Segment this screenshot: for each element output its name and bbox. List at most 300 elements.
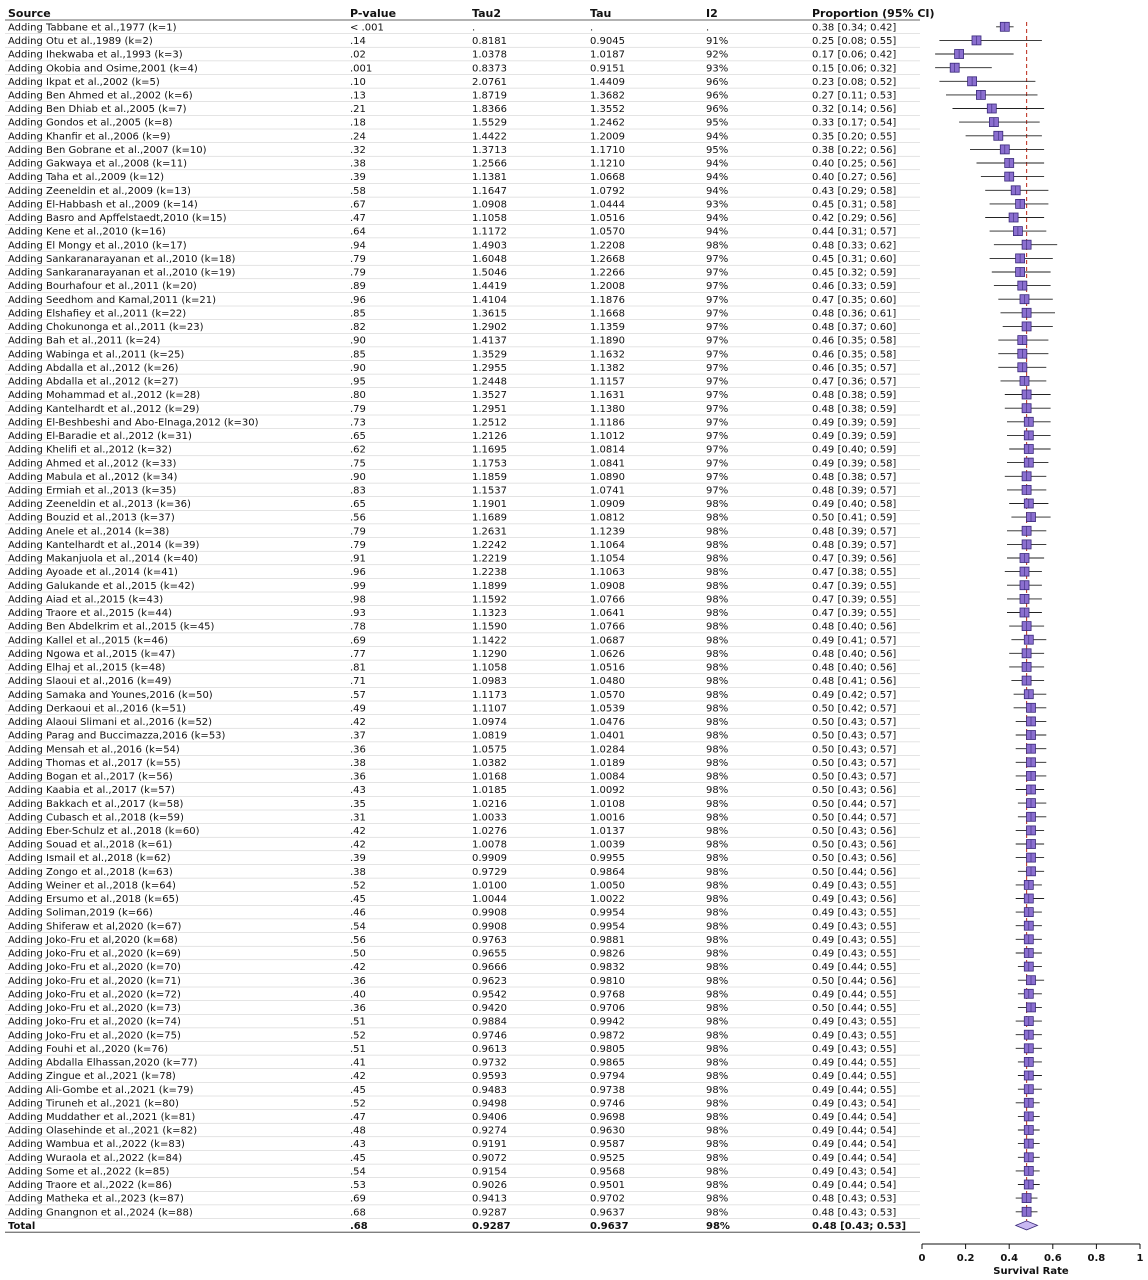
cell-source: Adding Gnangnon et al.,2024 (k=88) [8, 1207, 193, 1219]
table-row [8, 676, 896, 687]
table-row [8, 513, 896, 524]
cell-tau: 0.9746 [590, 1098, 625, 1110]
cell-i2: 98% [706, 826, 729, 837]
cell-p: .77 [350, 648, 366, 660]
cell-tau: 0.9151 [590, 63, 625, 75]
cell-i2: 98% [706, 635, 729, 647]
cell-p: .51 [350, 1016, 366, 1028]
cell-ci: 0.50 [0.44; 0.57] [812, 798, 897, 810]
cell-tau2: 1.2566 [472, 158, 507, 170]
cell-source: Adding Ben Ahmed et al.,2002 (k=6) [8, 90, 193, 102]
cell-i2: 98% [706, 1043, 729, 1055]
cell-tau: 1.1382 [590, 362, 625, 374]
cell-tau: 1.0909 [590, 499, 625, 511]
cell-source: Adding Samaka and Younes,2016 (k=50) [8, 689, 213, 701]
cell-source: Adding Matheka et al.,2023 (k=87) [8, 1193, 184, 1205]
cell-ci: 0.45 [0.31; 0.58] [812, 199, 897, 211]
cell-p: .79 [350, 540, 366, 551]
cell-i2: 97% [706, 322, 729, 334]
cell-ci: 0.27 [0.11; 0.53] [812, 90, 897, 102]
cell-p: .42 [350, 717, 366, 728]
cell-i2: 98% [706, 853, 729, 865]
cell-tau2: 0.9542 [472, 989, 507, 1001]
cell-ci: 0.48 [0.38; 0.59] [812, 403, 897, 415]
cell-tau: 1.1890 [590, 335, 625, 347]
cell-tau2: 1.1901 [472, 499, 507, 511]
cell-source: Adding Joko-Fru et al.,2020 (k=71) [8, 975, 181, 987]
cell-ci: 0.49 [0.44; 0.55] [812, 962, 897, 974]
cell-tau2: 1.2242 [472, 540, 507, 551]
cell-source: Adding Bakkach et al.,2017 (k=58) [8, 798, 184, 810]
cell-i2: 98% [706, 1193, 729, 1205]
cell-source: Adding Bourhafour et al.,2011 (k=20) [8, 281, 197, 293]
cell-tau: 0.9864 [590, 866, 625, 878]
cell-tau2: 0.9763 [472, 934, 507, 946]
cell-source: Adding Seedhom and Kamal,2011 (k=21) [8, 294, 217, 306]
table-row [8, 635, 896, 646]
cell-tau2: 0.9154 [472, 1166, 507, 1178]
cell-tau2: 1.1695 [472, 444, 507, 456]
cell-i2: 98% [706, 921, 729, 933]
cell-ci: 0.49 [0.43; 0.55] [812, 948, 897, 960]
cell-i2: 98% [706, 839, 729, 851]
cell-tau2: 1.3527 [472, 390, 507, 402]
cell-source: Adding Basro and Apffelstaedt,2010 (k=15) [8, 213, 227, 225]
header-p-value: P-value [350, 7, 397, 20]
cell-tau: 1.0766 [590, 594, 625, 606]
cell-tau2: 0.9884 [472, 1016, 507, 1028]
cell-source: Adding Kallel et al.,2015 (k=46) [8, 635, 169, 647]
cell-tau2: 1.1173 [472, 689, 507, 701]
cell-i2: 98% [706, 648, 729, 660]
table-row [8, 390, 896, 401]
cell-p: .18 [350, 117, 366, 129]
table-row [8, 1153, 896, 1164]
cell-i2: 98% [706, 1030, 729, 1042]
cell-p: .95 [350, 376, 366, 388]
cell-p: .79 [350, 267, 366, 279]
cell-i2: 96% [706, 76, 729, 88]
cell-p: .47 [350, 213, 366, 225]
cell-tau: 1.1632 [590, 349, 625, 361]
cell-source: Adding Makanjuola et al.,2014 (k=40) [8, 553, 198, 565]
cell-source: Adding Fouhi et al.,2020 (k=76) [8, 1043, 168, 1055]
cell-tau: 0.9881 [590, 934, 625, 946]
cell-p: .65 [350, 499, 366, 511]
cell-source: Adding Joko-Fru et al.,2020 (k=75) [8, 1030, 181, 1042]
cell-ci: 0.47 [0.39; 0.55] [812, 608, 897, 620]
cell-tau: 1.0022 [590, 894, 625, 906]
table-header-row [8, 7, 935, 20]
cell-source: Adding Joko-Fru et al.,2020 (k=74) [8, 1016, 181, 1028]
cell-i2: 98% [706, 1180, 729, 1192]
cell-ci: 0.32 [0.14; 0.56] [812, 104, 897, 116]
cell-i2: 98% [706, 1084, 729, 1096]
cell-source: Adding Anele et al.,2014 (k=38) [8, 526, 170, 538]
x-tick-label: 0.8 [1087, 1253, 1106, 1264]
cell-p: .57 [350, 689, 366, 701]
cell-source: Adding Alaoui Slimani et al.,2016 (k=52) [8, 717, 213, 728]
cell-p: .79 [350, 526, 366, 538]
cell-source: Adding Zongo et al.,2018 (k=63) [8, 866, 173, 878]
cell-tau: 1.2008 [590, 281, 625, 293]
cell-source: Adding Wuraola et al.,2022 (k=84) [8, 1152, 183, 1164]
cell-tau2: 1.4137 [472, 335, 507, 347]
table-row [8, 1221, 906, 1232]
header-tau2: Tau2 [472, 7, 501, 20]
cell-tau: 1.2462 [590, 117, 625, 129]
cell-tau2: 1.0908 [472, 199, 507, 211]
cell-tau: 1.0687 [590, 635, 625, 647]
cell-ci: 0.25 [0.08; 0.55] [812, 36, 897, 47]
cell-source: Adding Thomas et al.,2017 (k=55) [8, 757, 181, 769]
cell-ci: 0.49 [0.43; 0.55] [812, 921, 897, 933]
cell-i2: 97% [706, 390, 729, 402]
cell-tau2: 0.9483 [472, 1084, 507, 1096]
cell-tau2: 0.9729 [472, 866, 507, 878]
table-row [8, 1058, 896, 1069]
cell-i2: . [706, 22, 710, 34]
cell-tau2: 1.0033 [472, 812, 507, 824]
cell-ci: 0.47 [0.39; 0.55] [812, 594, 897, 606]
cell-p: .41 [350, 1057, 366, 1069]
cell-i2: 97% [706, 349, 729, 361]
cell-i2: 98% [706, 880, 729, 892]
cell-tau2: 1.2448 [472, 376, 507, 388]
cell-tau: 1.0908 [590, 580, 625, 592]
cell-tau: 1.1186 [590, 417, 625, 429]
cell-i2: 98% [706, 1207, 729, 1219]
cell-i2: 98% [706, 1221, 730, 1232]
table-row [8, 213, 896, 224]
cell-ci: 0.48 [0.33; 0.62] [812, 240, 897, 252]
cell-ci: 0.49 [0.44; 0.54] [812, 1112, 897, 1123]
cell-p: .90 [350, 335, 366, 347]
cell-tau: 1.1064 [590, 540, 625, 551]
cell-tau2: 0.9420 [472, 1003, 507, 1014]
cell-tau2: 1.8719 [472, 90, 507, 102]
table-row [8, 581, 896, 592]
cell-tau: 0.9794 [590, 1071, 625, 1083]
cell-p: .38 [350, 757, 366, 769]
cell-ci: 0.50 [0.43; 0.57] [812, 771, 897, 783]
cell-tau2: 1.0185 [472, 785, 507, 797]
cell-ci: 0.46 [0.35; 0.58] [812, 349, 897, 361]
cell-i2: 98% [706, 717, 729, 728]
cell-p: .79 [350, 403, 366, 415]
cell-ci: 0.49 [0.40; 0.59] [812, 444, 897, 456]
cell-tau2: 1.1753 [472, 458, 507, 470]
cell-tau: 1.3552 [590, 104, 625, 116]
cell-tau2: 1.5046 [472, 267, 507, 279]
cell-tau: 1.0516 [590, 662, 625, 674]
cell-i2: 98% [706, 771, 729, 783]
cell-tau: 0.9954 [590, 907, 625, 919]
cell-tau: 1.0187 [590, 49, 625, 61]
cell-source: Adding Mensah et al.,2016 (k=54) [8, 744, 180, 756]
table-row [8, 908, 896, 919]
cell-i2: 98% [706, 1016, 729, 1028]
cell-ci: 0.38 [0.22; 0.56] [812, 145, 897, 156]
cell-tau: 1.2009 [590, 131, 625, 143]
cell-ci: 0.23 [0.08; 0.52] [812, 76, 897, 88]
cell-tau2: 0.9026 [472, 1180, 507, 1192]
table-row [8, 36, 896, 47]
cell-tau2: 0.9909 [472, 853, 507, 865]
cell-ci: 0.45 [0.31; 0.60] [812, 254, 897, 265]
cell-tau2: 1.8366 [472, 104, 507, 116]
cell-tau2: 1.0974 [472, 717, 507, 728]
cell-tau2: 0.9613 [472, 1043, 507, 1055]
cell-ci: 0.50 [0.44; 0.56] [812, 975, 897, 987]
cell-source: Adding Wambua et al.,2022 (k=83) [8, 1139, 185, 1151]
cell-tau: 0.9865 [590, 1057, 625, 1069]
cell-i2: 92% [706, 49, 729, 61]
table-row [8, 1194, 896, 1205]
cell-tau2: 1.1422 [472, 635, 507, 647]
cell-tau: 1.0516 [590, 213, 625, 225]
cell-source: Adding Joko-Fru et al.,2020 (k=72) [8, 989, 181, 1001]
cell-i2: 95% [706, 145, 729, 156]
table-row [8, 1180, 896, 1191]
cell-p: .36 [350, 1003, 366, 1014]
cell-i2: 98% [706, 948, 729, 960]
cell-i2: 97% [706, 254, 729, 265]
table-row [8, 1139, 896, 1150]
cell-p: .98 [350, 594, 366, 606]
cell-p: .13 [350, 90, 366, 102]
cell-tau: 1.0570 [590, 689, 625, 701]
table-row [8, 526, 896, 537]
header-source: Source [8, 7, 51, 20]
cell-tau2: 1.0382 [472, 757, 507, 769]
cell-i2: 98% [706, 703, 729, 715]
cell-i2: 98% [706, 812, 729, 824]
cell-tau2: 0.9287 [472, 1207, 507, 1219]
cell-source: Adding Mabula et al.,2012 (k=34) [8, 471, 178, 483]
cell-tau: 1.0401 [590, 730, 625, 742]
cell-tau2: 1.1323 [472, 608, 507, 620]
cell-i2: 98% [706, 934, 729, 946]
cell-tau2: 0.8181 [472, 36, 507, 47]
cell-ci: 0.49 [0.44; 0.54] [812, 1180, 897, 1192]
cell-tau2: 1.1172 [472, 226, 507, 238]
cell-source: Adding Bah et al.,2011 (k=24) [8, 335, 161, 347]
cell-source: Adding El Mongy et al.,2010 (k=17) [8, 240, 187, 252]
table-row [8, 186, 896, 197]
cell-p: .37 [350, 730, 366, 742]
cell-source: Adding Ermiah et al.,2013 (k=35) [8, 485, 177, 497]
table-row [8, 976, 896, 987]
cell-source: Adding Ben Gobrane et al.,2007 (k=10) [8, 145, 207, 156]
cell-ci: 0.48 [0.40; 0.56] [812, 648, 897, 660]
cell-i2: 98% [706, 676, 729, 688]
cell-i2: 98% [706, 989, 729, 1001]
cell-ci: 0.33 [0.17; 0.54] [812, 117, 897, 129]
cell-tau: 1.1063 [590, 567, 625, 579]
cell-source: Adding Abdalla et al.,2012 (k=26) [8, 362, 179, 374]
cell-ci: 0.40 [0.27; 0.56] [812, 172, 897, 184]
table-row [8, 349, 896, 360]
table-row [8, 881, 896, 892]
cell-ci: 0.49 [0.44; 0.54] [812, 1125, 897, 1137]
cell-tau2: 0.9655 [472, 948, 507, 960]
cell-tau2: 0.9746 [472, 1030, 507, 1042]
cell-ci: 0.49 [0.39; 0.59] [812, 431, 897, 442]
cell-source: Adding Tabbane et al.,1977 (k=1) [8, 22, 177, 34]
table-row [8, 1098, 896, 1109]
cell-i2: 97% [706, 458, 729, 470]
cell-p: .43 [350, 785, 366, 797]
cell-ci: 0.47 [0.39; 0.55] [812, 580, 897, 592]
cell-tau: 1.2266 [590, 267, 625, 279]
cell-i2: 98% [706, 1003, 729, 1014]
cell-tau2: 1.2955 [472, 362, 507, 374]
cell-source: Adding Kaabia et al.,2017 (k=57) [8, 785, 175, 797]
cell-tau2: 1.2238 [472, 567, 507, 579]
cell-i2: 96% [706, 104, 729, 116]
cell-p: .71 [350, 676, 366, 688]
cell-ci: 0.48 [0.43; 0.53] [812, 1207, 897, 1219]
table-rows [5, 22, 920, 1218]
cell-p: .52 [350, 1098, 366, 1110]
cell-ci: 0.47 [0.35; 0.60] [812, 294, 897, 306]
cell-ci: 0.50 [0.44; 0.56] [812, 866, 897, 878]
cell-tau: 0.9805 [590, 1043, 625, 1055]
table-row [8, 663, 896, 674]
cell-p: .53 [350, 1180, 366, 1192]
cell-p: .85 [350, 349, 366, 361]
cell-tau: 1.0539 [590, 703, 625, 715]
cell-i2: 98% [706, 1125, 729, 1137]
cell-tau: 1.1012 [590, 431, 625, 442]
table-row [8, 731, 896, 742]
cell-tau2: 1.4903 [472, 240, 507, 252]
cell-source: Adding Khelifi et al.,2012 (k=32) [8, 444, 172, 456]
cell-source: Adding Souad et al.,2018 (k=61) [8, 839, 173, 851]
cell-tau: 0.9768 [590, 989, 625, 1001]
cell-source: Adding Ngowa et al.,2015 (k=47) [8, 648, 176, 660]
cell-i2: 98% [706, 499, 729, 511]
cell-ci: 0.50 [0.41; 0.59] [812, 512, 897, 524]
cell-ci: 0.50 [0.43; 0.56] [812, 853, 897, 865]
cell-tau2: 1.1537 [472, 485, 507, 497]
cell-source: Adding Abdalla Elhassan,2020 (k=77) [8, 1057, 198, 1069]
table-row [8, 812, 896, 823]
cell-tau2: 1.0276 [472, 826, 507, 837]
cell-tau: 1.0444 [590, 199, 625, 211]
cell-tau: 0.9587 [590, 1139, 625, 1151]
table-row [8, 77, 896, 88]
cell-p: .36 [350, 744, 366, 756]
cell-tau2: 1.3615 [472, 308, 507, 320]
cell-tau2: 1.4104 [472, 294, 507, 306]
table-row [8, 949, 896, 960]
table-row [8, 91, 896, 102]
table-row [8, 1071, 896, 1082]
table-row [8, 894, 896, 905]
cell-p: .47 [350, 1112, 366, 1123]
table-row [8, 431, 896, 442]
cell-i2: 98% [706, 962, 729, 974]
cell-p: .69 [350, 1193, 366, 1205]
cell-tau2: 1.3713 [472, 145, 507, 156]
cell-tau: 0.9501 [590, 1180, 625, 1192]
cell-source: Adding Ben Abdelkrim et al.,2015 (k=45) [8, 621, 215, 633]
table-row [8, 1167, 896, 1178]
cell-source: Adding El-Baradie et al.,2012 (k=31) [8, 431, 192, 442]
cell-i2: 98% [706, 975, 729, 987]
cell-tau2: 0.9413 [472, 1193, 507, 1205]
cell-i2: 98% [706, 1057, 729, 1069]
cell-tau2: 1.3529 [472, 349, 507, 361]
table-row [8, 363, 896, 374]
cell-tau2: 1.0044 [472, 894, 507, 906]
cell-ci: 0.40 [0.25; 0.56] [812, 158, 897, 170]
cell-i2: 98% [706, 907, 729, 919]
cell-source: Adding Elhaj et al.,2015 (k=48) [8, 662, 166, 674]
cell-tau2: 1.1647 [472, 185, 507, 197]
cell-p: .24 [350, 131, 366, 143]
cell-ci: 0.46 [0.35; 0.57] [812, 362, 897, 374]
cell-ci: 0.50 [0.43; 0.56] [812, 839, 897, 851]
cell-ci: 0.49 [0.44; 0.54] [812, 1139, 897, 1151]
x-tick-label: 0.2 [956, 1253, 975, 1264]
cell-source: Adding Ali-Gombe et al.,2021 (k=79) [8, 1084, 194, 1096]
cell-p: .96 [350, 567, 366, 579]
cell-tau: 1.2208 [590, 240, 625, 252]
cell-tau2: 1.1899 [472, 580, 507, 592]
cell-tau: 0.9568 [590, 1166, 625, 1178]
cell-ci: 0.48 [0.43; 0.53] [812, 1193, 897, 1205]
cell-p: .54 [350, 1166, 366, 1178]
cell-ci: 0.50 [0.43; 0.57] [812, 757, 897, 769]
cell-tau: 1.0084 [590, 771, 625, 783]
table-row [8, 1126, 896, 1137]
cell-i2: 98% [706, 1152, 729, 1164]
cell-i2: 98% [706, 1071, 729, 1083]
table-row [8, 540, 896, 551]
cell-tau2: 1.2512 [472, 417, 507, 429]
table-row [8, 772, 896, 783]
cell-source: Adding Joko-Fru et al.,2020 (k=69) [8, 948, 181, 960]
table-row [8, 567, 896, 578]
cell-p: .10 [350, 76, 366, 88]
cell-tau: 1.3682 [590, 90, 625, 102]
cell-ci: 0.49 [0.43; 0.55] [812, 1016, 897, 1028]
cell-ci: 0.50 [0.43; 0.56] [812, 826, 897, 837]
cell-source: Adding Ayoade et al.,2014 (k=41) [8, 567, 178, 579]
table-row [8, 131, 896, 142]
x-tick-label: 0.4 [1000, 1253, 1019, 1264]
cell-source: Adding Joko-Fru et al.,2020 (k=73) [8, 1003, 181, 1014]
cell-i2: 98% [706, 689, 729, 701]
table-row [8, 840, 896, 851]
cell-p: .81 [350, 662, 366, 674]
cell-source: Adding Otu et al.,1989 (k=2) [8, 36, 153, 47]
cell-tau2: 0.9072 [472, 1152, 507, 1164]
cell-i2: 98% [706, 553, 729, 565]
cell-tau2: 0.9732 [472, 1057, 507, 1069]
cell-tau: 1.0039 [590, 839, 625, 851]
cell-i2: 97% [706, 362, 729, 374]
cell-ci: 0.48 [0.38; 0.59] [812, 390, 897, 402]
plot-area [935, 22, 1057, 1232]
cell-ci: 0.48 [0.40; 0.56] [812, 662, 897, 674]
cell-p: .58 [350, 185, 366, 197]
cell-tau2: 1.1859 [472, 471, 507, 483]
cell-p: .90 [350, 362, 366, 374]
